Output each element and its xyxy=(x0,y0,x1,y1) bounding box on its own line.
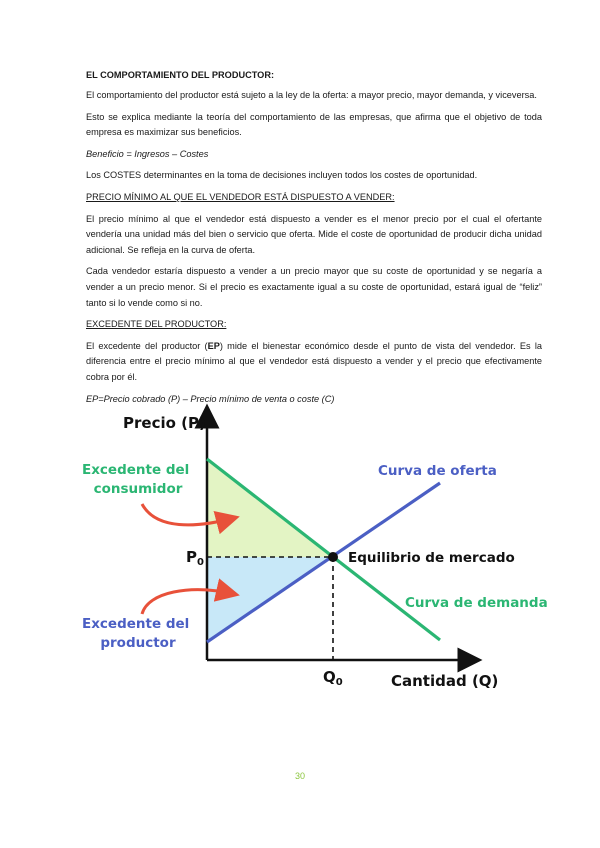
q0-label xyxy=(323,668,343,688)
x-axis-label: Cantidad (Q) xyxy=(391,672,499,690)
paragraph-minimum-price: El precio mínimo al que el vendedor está dispuesto a vender es el menor precio por el cual el ofertante vendería una unidad más del bien o servicio que oferta. Mide el coste de oportunidad de producir dicha unidad adicional. Se refleja en la curva de oferta. xyxy=(86,213,542,255)
page-number: 30 xyxy=(294,771,305,781)
p0-label xyxy=(186,548,204,568)
producer-surplus-line2: productor xyxy=(100,635,176,651)
q0-subscript: 0 xyxy=(335,677,343,688)
paragraph-firm-theory: Esto se explica mediante la teoría del comportamiento de las empresas, que afirma que el objetivo de toda empresa es maximizar sus beneficios. xyxy=(86,111,542,138)
q0-letter: Q xyxy=(323,668,336,686)
supply-curve-label: Curva de oferta xyxy=(378,463,497,479)
consumer-surplus-line1: Excedente del xyxy=(82,462,190,478)
paragraph-law-of-supply: El comportamiento del productor está sujeto a la ley de la oferta: a mayor precio, mayor demanda, y viceversa. xyxy=(86,90,537,100)
p0-subscript: 0 xyxy=(197,557,204,568)
surplus-diagram xyxy=(78,398,548,698)
equilibrium-point xyxy=(328,552,338,562)
paragraph-opportunity-cost: Cada vendedor estaría dispuesto a vender a un precio mayor que su coste de oportunidad y se negaría a vender a un precio menor. Si el precio es exactamente igual a su coste de oportunidad, estará igual de “feliz” tanto si lo vende como si no. xyxy=(86,266,542,308)
document-body xyxy=(86,70,542,413)
section-heading: EL COMPORTAMIENTO DEL PRODUCTOR: xyxy=(86,70,275,80)
demand-curve-label: Curva de demanda xyxy=(405,595,548,611)
paragraph-costs: Los COSTES determinantes en la toma de decisiones incluyen todos los costes de oportunidad. xyxy=(86,170,478,181)
consumer-surplus-line2: consumidor xyxy=(93,481,183,497)
p0-letter: P xyxy=(186,548,197,566)
ep-abbrev: EP xyxy=(207,340,220,351)
equilibrium-label: Equilibrio de mercado xyxy=(348,550,515,566)
paragraph-producer-surplus xyxy=(86,339,542,386)
consumer-surplus-label xyxy=(82,462,194,497)
producer-surplus-line1: Excedente del xyxy=(82,616,190,632)
subheading-minimum-price: PRECIO MÍNIMO AL QUE EL VENDEDOR ESTÁ DISPUESTO A VENDER: xyxy=(86,191,395,202)
y-axis-label: Precio (P) xyxy=(123,414,206,432)
ep-text-post: ) mide el bienestar económico desde el punto de vista del vendedor. Es la diferencia entre el precio mínimo al que el vendedor está dispuesto a vender y el precio que efectivamente cobra por él. xyxy=(86,340,542,382)
subheading-producer-surplus: EXCEDENTE DEL PRODUCTOR: xyxy=(86,319,227,330)
formula-producer-surplus: EP=Precio cobrado (P) – Precio mínimo de venta o coste (C) xyxy=(86,393,335,404)
formula-profit: Beneficio = Ingresos – Costes xyxy=(86,148,209,159)
producer-surplus-label xyxy=(82,616,194,651)
ep-text-pre: El excedente del productor ( xyxy=(86,340,208,351)
